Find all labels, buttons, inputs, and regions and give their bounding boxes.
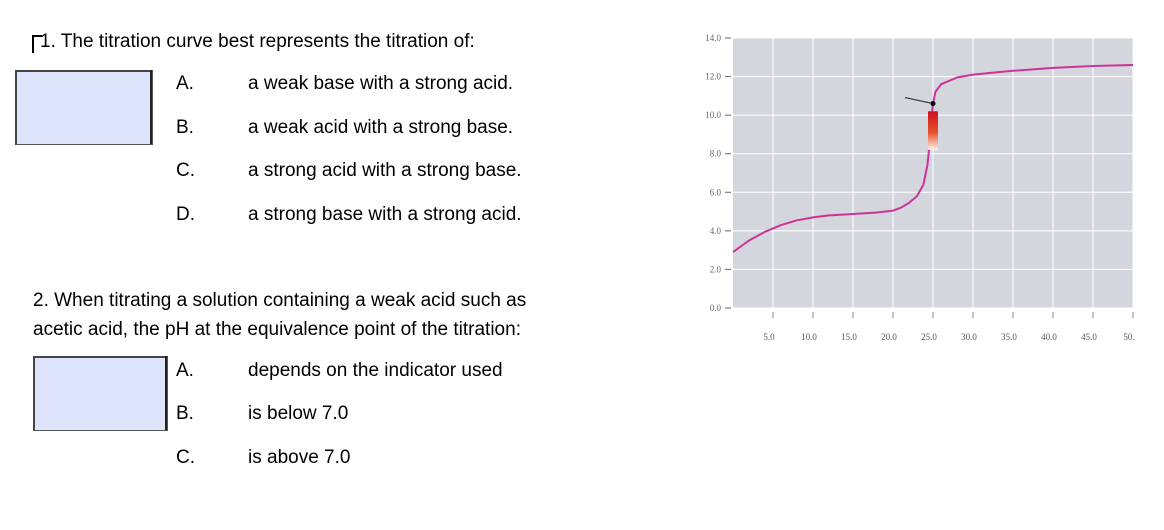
question-1-text: 1. The titration curve best represents the titration of: (40, 31, 475, 52)
q1-option-c-letter: C. (176, 160, 195, 181)
x-tick-label: 45.0 (1081, 332, 1097, 342)
x-tick-label: 50. (1123, 332, 1135, 342)
y-tick-label: 14.0 (705, 33, 721, 43)
x-tick-label: 30.0 (961, 332, 977, 342)
q1-option-a: a weak base with a strong acid. (248, 73, 514, 94)
x-tick-label: 20.0 (881, 332, 897, 342)
x-tick-label: 35.0 (1001, 332, 1017, 342)
indicator-color-band (928, 111, 938, 150)
q1-option-b: a weak acid with a strong base. (248, 117, 514, 138)
q2-option-a: depends on the indicator used (248, 360, 503, 381)
y-tick-label: 4.0 (709, 225, 721, 236)
question-2-line-2: acetic acid, the pH at the equivalence point of the titration: (33, 319, 521, 340)
q1-option-a-letter: A. (176, 73, 194, 94)
equivalence-point-dot (931, 101, 936, 106)
y-tick-label: 2.0 (709, 264, 721, 275)
q2-option-c: is above 7.0 (248, 447, 351, 468)
q2-option-b: is below 7.0 (248, 403, 349, 424)
y-tick-label: 0.0 (709, 303, 721, 313)
q2-option-a-letter: A. (176, 360, 194, 381)
q1-option-b-letter: B. (176, 117, 194, 138)
x-tick-label: 40.0 (1041, 332, 1057, 342)
x-tick-label: 10.0 (801, 332, 817, 342)
q1-option-d-letter: D. (176, 204, 195, 225)
x-tick-label: 5.0 (763, 332, 775, 342)
x-tick-label: 25.0 (921, 332, 937, 342)
y-tick-label: 8.0 (709, 148, 721, 159)
q2-option-b-letter: B. (176, 403, 194, 424)
y-tick-label: 10.0 (705, 110, 721, 121)
q1-option-d: a strong base with a strong acid. (248, 204, 522, 225)
question-2-line-1: 2. When titrating a solution containing a weak acid such as (33, 290, 527, 311)
x-tick-label: 15.0 (841, 332, 857, 342)
q2-option-c-letter: C. (176, 447, 195, 468)
q1-option-c: a strong acid with a strong base. (248, 160, 522, 181)
y-tick-label: 6.0 (709, 187, 721, 198)
y-tick-label: 12.0 (705, 71, 721, 82)
